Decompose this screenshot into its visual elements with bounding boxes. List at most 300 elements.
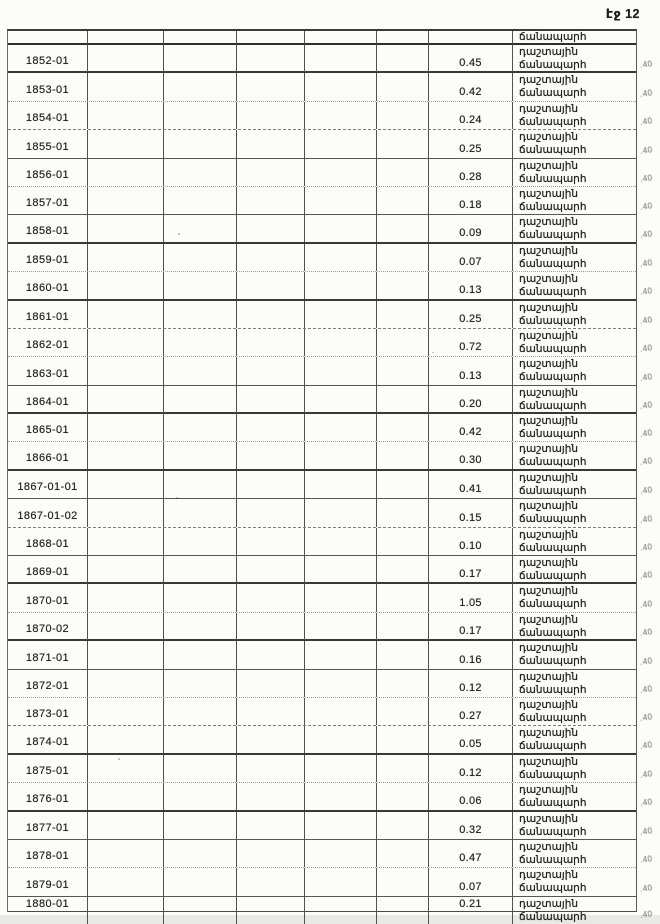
empty-cell <box>88 414 164 441</box>
table-row <box>8 868 654 896</box>
empty-cell <box>88 73 164 100</box>
row-value: 0.12 <box>429 755 513 782</box>
margin-mark: .40 <box>639 908 654 920</box>
table-row <box>8 499 654 527</box>
table-row <box>8 414 654 442</box>
empty-cell <box>305 386 377 413</box>
row-value: 0.42 <box>429 73 513 100</box>
desc-line2: ճանապարհ <box>519 655 587 668</box>
desc-line2: ճանապարհ <box>519 399 587 412</box>
empty-cell <box>305 45 377 72</box>
empty-cell <box>377 556 429 583</box>
desc-line1: դաշտային <box>519 358 579 371</box>
empty-cell <box>377 698 429 725</box>
empty-cell <box>88 499 164 526</box>
empty-cell <box>237 442 305 469</box>
empty-cell <box>164 31 237 44</box>
empty-cell <box>377 897 429 924</box>
desc-line2: ճանապարհ <box>519 853 587 866</box>
desc-line2: ճանապարհ <box>519 314 587 327</box>
empty-cell <box>88 244 164 271</box>
margin-mark: .40 <box>639 740 654 752</box>
description-cell <box>513 301 654 328</box>
table-row <box>8 442 654 470</box>
empty-cell <box>305 442 377 469</box>
desc-line1: դաշտային <box>519 670 579 683</box>
row-id: 1854-01 <box>8 102 88 129</box>
empty-cell <box>164 414 237 441</box>
empty-cell <box>164 357 237 384</box>
empty-cell <box>377 73 429 100</box>
row-value: 1.05 <box>429 584 513 611</box>
table-row <box>8 159 654 187</box>
description-cell <box>513 499 654 526</box>
empty-cell <box>305 897 377 924</box>
empty-cell <box>377 840 429 867</box>
margin-mark: .40 <box>639 87 654 99</box>
margin-mark: .40 <box>639 173 654 184</box>
description-cell <box>513 159 654 186</box>
description-cell <box>513 726 654 753</box>
empty-cell <box>377 783 429 810</box>
empty-cell <box>237 556 305 583</box>
empty-cell <box>164 499 237 526</box>
table-row <box>8 698 654 726</box>
empty-cell <box>305 414 377 441</box>
margin-mark: .40 <box>639 626 654 638</box>
description-cell <box>513 272 654 299</box>
margin-mark: .40 <box>639 371 654 383</box>
empty-cell <box>164 45 237 72</box>
empty-cell <box>377 187 429 214</box>
row-value: 0.05 <box>429 726 513 753</box>
margin-mark: .40 <box>639 684 654 695</box>
empty-cell <box>237 499 305 526</box>
empty-cell <box>88 215 164 242</box>
empty-cell <box>88 897 164 924</box>
empty-cell <box>305 613 377 640</box>
table-row <box>8 130 654 158</box>
empty-cell <box>305 272 377 299</box>
empty-cell <box>164 187 237 214</box>
scan-noise-dot <box>176 497 178 499</box>
empty-cell <box>305 868 377 895</box>
empty-cell <box>237 215 305 242</box>
row-id: 1862-01 <box>8 329 88 356</box>
description-cell <box>513 386 654 413</box>
row-id: 1874-01 <box>8 726 88 753</box>
desc-line2: ճանապարհ <box>519 513 587 526</box>
desc-line1: դաշտային <box>519 585 579 598</box>
row-id: 1859-01 <box>8 244 88 271</box>
desc-line1: դաշտային <box>519 698 579 711</box>
empty-cell <box>237 130 305 157</box>
empty-cell <box>305 215 377 242</box>
empty-cell <box>237 31 305 44</box>
empty-cell <box>164 584 237 611</box>
empty-cell <box>377 31 429 44</box>
desc-line1: դաշտային <box>519 329 579 342</box>
empty-cell <box>164 442 237 469</box>
empty-cell <box>237 613 305 640</box>
table-row <box>8 102 654 130</box>
empty-cell <box>88 641 164 668</box>
desc-line2: ճանապարհ <box>519 626 587 639</box>
table-row <box>8 357 654 385</box>
empty-cell <box>305 102 377 129</box>
desc-line1: դաշտային <box>519 131 579 144</box>
empty-cell <box>88 812 164 839</box>
row-id: 1858-01 <box>8 215 88 242</box>
table-row <box>8 329 654 357</box>
empty-cell <box>164 244 237 271</box>
description-cell <box>513 357 654 384</box>
empty-cell <box>377 868 429 895</box>
empty-cell <box>305 641 377 668</box>
row-id: 1860-01 <box>8 272 88 299</box>
empty-cell <box>377 641 429 668</box>
empty-cell <box>305 670 377 697</box>
row-value: 0.17 <box>429 556 513 583</box>
empty-cell <box>237 386 305 413</box>
empty-cell <box>164 726 237 753</box>
empty-cell <box>164 272 237 299</box>
row-id: 1863-01 <box>8 357 88 384</box>
empty-cell <box>377 613 429 640</box>
desc-line1: դաշտային <box>519 557 579 570</box>
desc-line1: դաշտային <box>519 74 579 87</box>
empty-cell <box>237 584 305 611</box>
description-cell <box>513 584 654 611</box>
desc-line1: դաշտային <box>519 102 579 115</box>
description-cell <box>513 73 654 100</box>
empty-cell <box>88 613 164 640</box>
description-cell <box>513 698 654 725</box>
empty-cell <box>164 812 237 839</box>
margin-mark: .40 <box>639 428 654 440</box>
row-value: 0.07 <box>429 868 513 895</box>
row-id: 1870-02 <box>8 613 88 640</box>
empty-cell <box>88 301 164 328</box>
row-value: 0.32 <box>429 812 513 839</box>
margin-mark: .40 <box>639 712 654 724</box>
empty-cell <box>377 272 429 299</box>
margin-mark: .40 <box>639 882 654 894</box>
row-value: 0.42 <box>429 414 513 441</box>
empty-cell <box>88 556 164 583</box>
desc-line1: դաշտային <box>519 840 579 853</box>
empty-cell <box>164 130 237 157</box>
table-row <box>8 556 654 584</box>
empty-cell <box>164 641 237 668</box>
row-value: 0.41 <box>429 471 513 498</box>
desc-line2: ճանապարհ <box>519 797 587 810</box>
desc-line2: ճանապարհ <box>519 229 587 242</box>
empty-cell <box>377 812 429 839</box>
desc-line1: դաշտային <box>519 897 579 910</box>
row-value: 0.07 <box>429 244 513 271</box>
empty-cell <box>305 726 377 753</box>
empty-cell <box>237 301 305 328</box>
empty-cell <box>305 584 377 611</box>
row-value: 0.45 <box>429 45 513 72</box>
table-row <box>8 528 654 556</box>
desc-line2: ճանապարհ <box>519 456 587 469</box>
desc-line1: դաշտային <box>519 471 579 484</box>
row-value: 0.18 <box>429 187 513 214</box>
table-row-carryover <box>8 31 636 45</box>
row-id: 1857-01 <box>8 187 88 214</box>
row-id: 1875-01 <box>8 755 88 782</box>
desc-line1: դաշտային <box>519 273 579 286</box>
empty-cell <box>305 73 377 100</box>
table-row <box>8 301 654 329</box>
scan-noise-dot <box>178 233 180 235</box>
empty-cell <box>237 670 305 697</box>
margin-mark: .40 <box>639 655 654 667</box>
desc-line1: դաշտային <box>519 812 579 825</box>
empty-cell <box>305 556 377 583</box>
empty-cell <box>305 244 377 271</box>
empty-cell <box>305 812 377 839</box>
empty-cell <box>237 726 305 753</box>
description-line: ճանապարհ <box>519 31 587 43</box>
row-id: 1870-01 <box>8 584 88 611</box>
empty-cell <box>88 31 164 44</box>
table-row <box>8 897 654 923</box>
empty-cell <box>164 613 237 640</box>
empty-cell <box>305 130 377 157</box>
margin-mark: .40 <box>639 258 654 269</box>
row-id: 1865-01 <box>8 414 88 441</box>
empty-cell <box>377 244 429 271</box>
empty-cell <box>305 187 377 214</box>
row-id: 1853-01 <box>8 73 88 100</box>
row-id: 1855-01 <box>8 130 88 157</box>
row-id: 1872-01 <box>8 670 88 697</box>
empty-cell <box>88 159 164 186</box>
desc-line2: ճանապարհ <box>519 541 587 554</box>
description-cell <box>513 130 654 157</box>
desc-line2: ճանապարհ <box>519 115 587 128</box>
row-id: 1877-01 <box>8 812 88 839</box>
desc-line2: ճանապարհ <box>519 910 587 923</box>
empty-cell <box>237 868 305 895</box>
description-cell <box>513 783 654 810</box>
empty-cell <box>377 357 429 384</box>
empty-cell <box>237 357 305 384</box>
row-id: 1871-01 <box>8 641 88 668</box>
empty-cell <box>88 698 164 725</box>
empty-cell <box>88 670 164 697</box>
margin-mark: .40 <box>639 229 654 241</box>
margin-mark: .40 <box>639 343 654 355</box>
margin-mark: .40 <box>639 797 654 808</box>
margin-mark: .40 <box>639 116 654 128</box>
margin-mark: .40 <box>639 826 654 837</box>
row-id: 1868-01 <box>8 528 88 555</box>
empty-cell <box>88 584 164 611</box>
empty-cell <box>164 386 237 413</box>
empty-cell <box>237 187 305 214</box>
empty-cell <box>377 528 429 555</box>
row-id: 1856-01 <box>8 159 88 186</box>
empty-cell <box>377 584 429 611</box>
row-id: 1879-01 <box>8 868 88 895</box>
empty-cell <box>88 357 164 384</box>
desc-line1: դաշտային <box>519 642 579 655</box>
row-value: 0.30 <box>429 442 513 469</box>
empty-cell <box>164 840 237 867</box>
table-row <box>8 386 654 414</box>
empty-cell <box>237 272 305 299</box>
empty-cell <box>88 755 164 782</box>
empty-cell <box>237 329 305 356</box>
row-value: 0.13 <box>429 272 513 299</box>
row-value: 0.15 <box>429 499 513 526</box>
empty-cell <box>305 357 377 384</box>
row-value: 0.24 <box>429 102 513 129</box>
empty-cell <box>237 897 305 924</box>
empty-cell <box>377 386 429 413</box>
row-value: 0.27 <box>429 698 513 725</box>
description-cell <box>513 244 654 271</box>
value-cell <box>429 31 513 44</box>
empty-cell <box>237 840 305 867</box>
table-row <box>8 187 654 215</box>
description-cell <box>513 45 654 72</box>
empty-cell <box>305 528 377 555</box>
empty-cell <box>88 471 164 498</box>
empty-cell <box>237 471 305 498</box>
empty-cell <box>377 329 429 356</box>
desc-line1: դաշտային <box>519 528 579 541</box>
description-cell <box>513 840 654 867</box>
empty-cell <box>377 301 429 328</box>
row-value: 0.16 <box>429 641 513 668</box>
table-row <box>8 215 654 243</box>
empty-cell <box>377 670 429 697</box>
empty-cell <box>88 840 164 867</box>
empty-cell <box>88 528 164 555</box>
desc-line2: ճանապարհ <box>519 428 587 441</box>
desc-line1: դաշտային <box>519 187 579 200</box>
parcel-table <box>7 29 654 923</box>
desc-line2: ճանապարհ <box>519 144 587 157</box>
empty-cell <box>377 755 429 782</box>
desc-line2: ճանապարհ <box>519 598 587 611</box>
margin-mark: .40 <box>639 542 654 553</box>
empty-cell <box>164 73 237 100</box>
empty-cell <box>164 755 237 782</box>
table-row <box>8 641 654 669</box>
desc-line2: ճանապարհ <box>519 87 587 100</box>
empty-cell <box>305 755 377 782</box>
empty-cell <box>237 244 305 271</box>
row-value: 0.25 <box>429 130 513 157</box>
desc-line2: ճանապարհ <box>519 570 587 583</box>
empty-cell <box>305 159 377 186</box>
empty-cell <box>88 386 164 413</box>
row-id: 1867-01-01 <box>8 471 88 498</box>
empty-cell <box>237 755 305 782</box>
empty-cell <box>237 783 305 810</box>
empty-cell <box>164 528 237 555</box>
description-cell <box>513 215 654 242</box>
empty-cell <box>164 215 237 242</box>
empty-cell <box>88 442 164 469</box>
desc-line2: ճանապարհ <box>519 825 587 838</box>
row-id: 1866-01 <box>8 442 88 469</box>
empty-cell <box>377 215 429 242</box>
empty-cell <box>305 329 377 356</box>
desc-line2: ճանապարհ <box>519 200 587 213</box>
empty-cell <box>305 31 377 44</box>
row-value: 0.72 <box>429 329 513 356</box>
table-row <box>8 755 654 783</box>
description-cell <box>513 556 654 583</box>
scan-noise-dot <box>118 758 120 760</box>
empty-cell <box>305 840 377 867</box>
table-row <box>8 471 654 499</box>
empty-cell <box>164 698 237 725</box>
id-cell <box>8 31 88 44</box>
empty-cell <box>164 897 237 924</box>
row-value: 0.25 <box>429 301 513 328</box>
empty-cell <box>237 73 305 100</box>
empty-cell <box>88 102 164 129</box>
empty-cell <box>237 641 305 668</box>
empty-cell <box>88 726 164 753</box>
margin-mark: .40 <box>639 315 654 326</box>
desc-line1: դաշտային <box>519 46 579 58</box>
table-row <box>8 670 654 698</box>
empty-cell <box>88 45 164 72</box>
row-id: 1867-01-02 <box>8 499 88 526</box>
empty-cell <box>237 159 305 186</box>
empty-cell <box>237 698 305 725</box>
desc-line1: դաշտային <box>519 500 579 513</box>
desc-line2: ճանապարհ <box>519 740 587 753</box>
description-cell <box>513 641 654 668</box>
empty-cell <box>305 783 377 810</box>
margin-mark: .40 <box>639 286 654 297</box>
desc-line2: ճանապարհ <box>519 768 587 781</box>
row-id: 1864-01 <box>8 386 88 413</box>
empty-cell <box>164 556 237 583</box>
table-row <box>8 783 654 811</box>
desc-line2: ճանապարհ <box>519 371 587 384</box>
desc-line1: դաշտային <box>519 443 579 456</box>
desc-line2: ճանապարհ <box>519 484 587 497</box>
empty-cell <box>88 272 164 299</box>
row-id: 1852-01 <box>8 45 88 72</box>
description-cell <box>513 670 654 697</box>
empty-cell <box>377 499 429 526</box>
table-row <box>8 272 654 300</box>
empty-cell <box>237 102 305 129</box>
desc-line2: ճանապարհ <box>519 59 587 71</box>
table-row <box>8 73 654 101</box>
row-value: 0.12 <box>429 670 513 697</box>
empty-cell <box>237 528 305 555</box>
empty-cell <box>164 868 237 895</box>
margin-mark: .40 <box>639 456 654 468</box>
empty-cell <box>88 329 164 356</box>
row-value: 0.09 <box>429 215 513 242</box>
description-cell <box>513 187 654 214</box>
empty-cell <box>164 301 237 328</box>
